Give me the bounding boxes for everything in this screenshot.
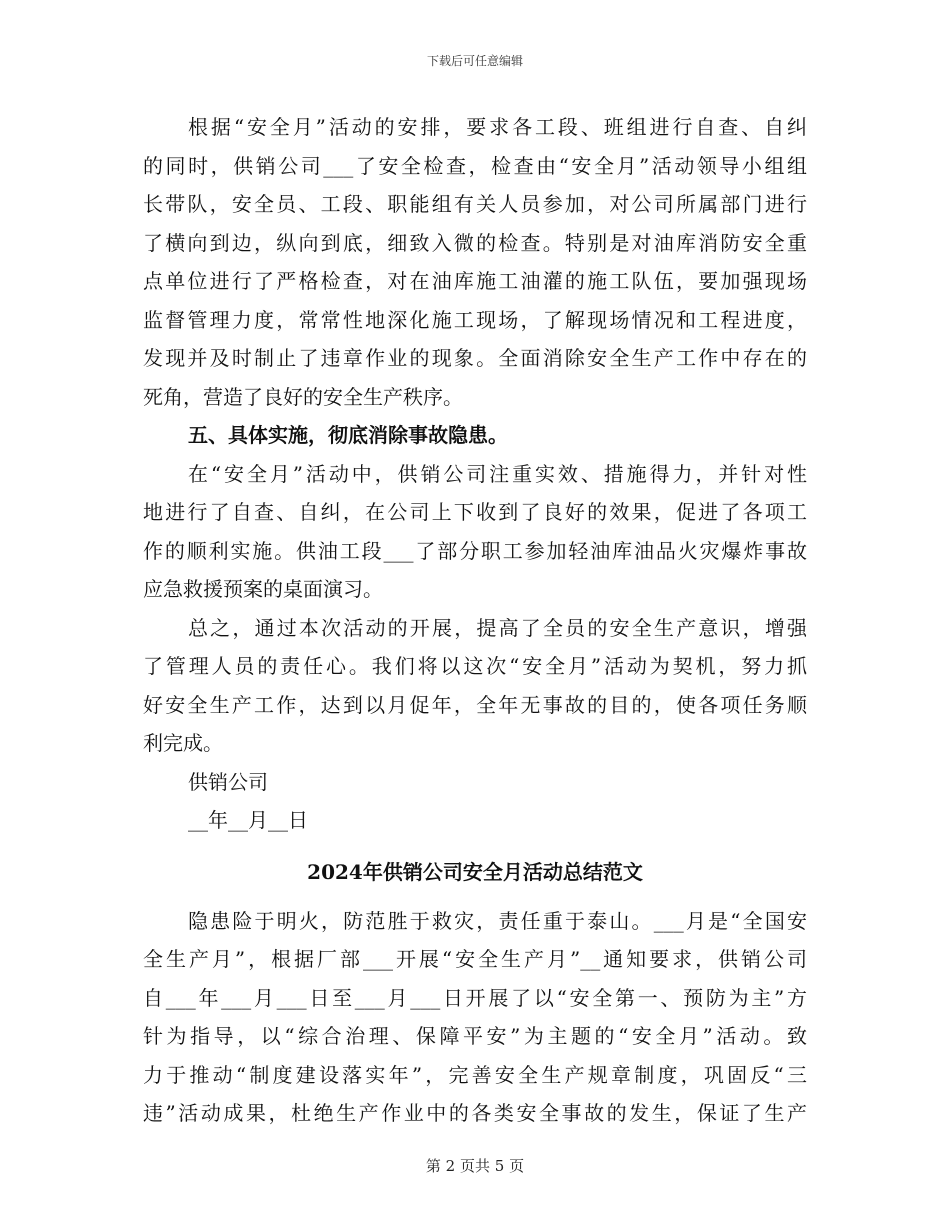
text-line: 针为指导，以“综合治理、保障平安”为主题的“安全月”活动。致 — [143, 1024, 807, 1048]
text-line: 违”活动成果，杜绝生产作业中的各类安全事故的发生，保证了生产 — [143, 1101, 807, 1125]
text-line: 地进行了自查、自纠，在公司上下收到了良好的效果，促进了各项工 — [143, 500, 807, 524]
document-body — [143, 108, 807, 1133]
text-line: 自___年___月___日至___月___日开展了以“安全第一、预防为主”方 — [143, 985, 807, 1010]
text-line: 长带队，安全员、工段、职能组有关人员参加，对公司所属部门进行 — [143, 192, 807, 216]
paragraph-intro — [143, 902, 807, 1133]
text-line: 的同时，供销公司___了安全检查，检查由“安全月”活动领导小组组 — [143, 153, 807, 178]
text-line: 在“安全月”活动中，供销公司注重实效、措施得力，并针对性 — [188, 461, 807, 486]
paragraph-summary — [143, 609, 807, 763]
section-heading: 五、具体实施，彻底消除事故隐患。 — [188, 423, 508, 447]
text-line: 隐患险于明火，防范胜于救灾，责任重于泰山。___月是“全国安 — [188, 908, 807, 933]
page-header: 下载后可任意编辑 — [426, 54, 523, 68]
text-line: 作的顺利实施。供油工段___了部分职工参加轻油库油品火灾爆炸事故 — [143, 538, 807, 563]
text-line: 了管理人员的责任心。我们将以这次“安全月”活动为契机，努力抓 — [143, 654, 807, 678]
article-title: 2024年供销公司安全月活动总结范文 — [307, 859, 643, 884]
text-line: 总之，通过本次活动的开展，提高了全员的安全生产意识，增强 — [188, 615, 807, 640]
text-line: 力于推动“制度建设落实年”，完善安全生产规章制度，巩固反“三 — [143, 1062, 807, 1087]
text-line: 根据“安全月”活动的安排，要求各工段、班组进行自查、自纠 — [188, 115, 807, 139]
text-line: 了横向到边，纵向到底，细致入微的检查。特别是对油库消防安全重 — [143, 230, 807, 255]
text-line: 死角，营造了良好的安全生产秩序。 — [143, 384, 463, 409]
paragraph-implementation — [143, 455, 807, 609]
signature: 供销公司 — [188, 769, 268, 794]
text-line: 发现并及时制止了违章作业的现象。全面消除安全生产工作中存在的 — [143, 346, 807, 370]
text-line: 应急救援预案的桌面演习。 — [143, 577, 383, 601]
text-line: 全生产月”，根据厂部___开展“安全生产月”__通知要求，供销公司 — [143, 947, 807, 971]
page-footer: 第 2 页共 5 页 — [425, 1157, 525, 1175]
date-line: __年__月__日 — [188, 808, 308, 832]
text-line: 好安全生产工作，达到以月促年，全年无事故的目的，使各项任务顺 — [143, 692, 807, 717]
text-line: 点单位进行了严格检查，对在油库施工油灌的施工队伍，要加强现场 — [143, 269, 807, 293]
text-line: 监督管理力度，常常性地深化施工现场，了解现场情况和工程进度， — [143, 307, 807, 332]
paragraph-inspection — [143, 108, 807, 416]
text-line: 利完成。 — [143, 731, 223, 755]
